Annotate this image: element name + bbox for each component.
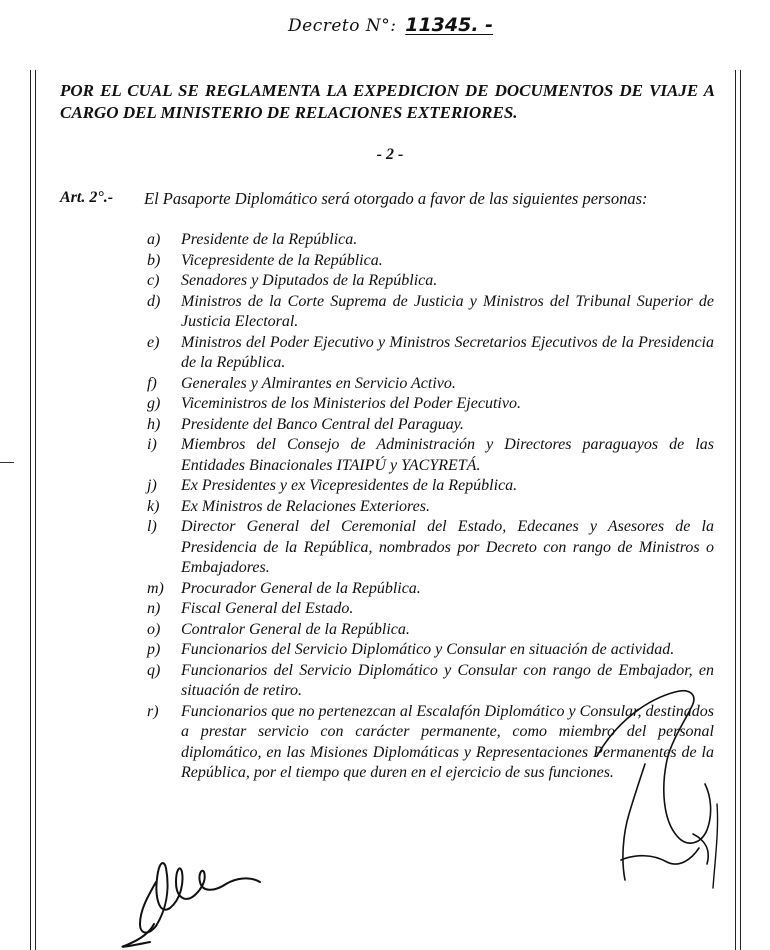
item-text: Contralor General de la República. <box>181 620 410 638</box>
item-text: Viceministros de los Ministerios del Poder Ejecutivo. <box>181 395 521 412</box>
list-item <box>147 292 714 333</box>
item-letter: b) <box>147 251 161 269</box>
decree-header <box>288 14 493 37</box>
item-letter: m) <box>147 579 164 597</box>
signature-right <box>575 684 735 889</box>
item-letter: f) <box>147 374 157 392</box>
list-item <box>147 271 714 292</box>
item-letter: n) <box>147 600 161 617</box>
decree-number: 11345. - <box>405 14 494 36</box>
list-item <box>147 517 714 579</box>
list-item <box>147 251 714 272</box>
item-text: Director General del Ceremonial del Estado, Edecanes y Asesores de la Presidencia de la República, nombrados por Decreto con rango de Ministros o Embajadores. <box>181 518 714 576</box>
item-text: Vicepresidente de la República. <box>181 251 383 269</box>
item-text: Ministros de la Corte Suprema de Justicia y Ministros del Tribunal Superior de Justicia Electoral. <box>181 292 714 330</box>
left-margin-line <box>30 70 31 950</box>
signature-left <box>110 838 290 950</box>
article-intro: El Pasaporte Diplomático será otorgado a favor de las siguientes personas: <box>144 189 648 208</box>
list-item <box>147 230 714 251</box>
list-item <box>147 394 714 415</box>
item-text: Senadores y Diputados de la República. <box>181 272 438 289</box>
decree-label: Decreto N°: <box>288 16 397 36</box>
item-letter: q) <box>147 661 161 679</box>
list-item <box>147 640 714 661</box>
article-label: Art. 2°.- <box>60 189 114 206</box>
item-text: Presidente de la República. <box>181 231 358 248</box>
item-letter: h) <box>147 415 161 433</box>
item-text: Funcionarios del Servicio Diplomático y Consular con rango de Embajador, en situación de retiro. <box>181 661 714 699</box>
item-text: Ministros del Poder Ejecutivo y Ministros Secretarios Ejecutivos de la Presidencia de la República. <box>181 333 714 371</box>
item-letter: j) <box>147 477 157 494</box>
item-letter: e) <box>147 333 160 351</box>
item-letter: o) <box>147 620 161 638</box>
item-text: Funcionarios que no pertenezcan al Escalafón Diplomático y Consular, destinados a prestar servicio con carácter permanente, como miembro del personal diplomático, en las Misiones Diplomáticas y Representaciones Permanentes de la República, por el tiempo que duren en el ejercicio de sus funciones. <box>181 702 714 781</box>
item-letter: i) <box>147 436 157 453</box>
item-text: Procurador General de la República. <box>181 579 421 597</box>
list-item <box>147 415 714 436</box>
fold-mark <box>0 462 14 463</box>
item-text: Funcionarios del Servicio Diplomático y Consular en situación de actividad. <box>181 641 675 658</box>
item-letter: c) <box>147 272 160 289</box>
list-item <box>147 374 714 395</box>
item-text: Presidente del Banco Central del Paraguay. <box>181 415 464 433</box>
page-number: - 2 - <box>376 146 404 163</box>
item-text: Ex Ministros de Relaciones Exteriores. <box>181 497 430 515</box>
list-item <box>147 333 714 374</box>
item-letter: d) <box>147 292 161 310</box>
list-item <box>147 497 714 518</box>
right-margin-line <box>735 70 736 950</box>
list-item <box>147 579 714 600</box>
right-margin-line <box>740 70 741 950</box>
item-letter: l) <box>147 518 157 535</box>
item-letter: k) <box>147 497 160 515</box>
document-title: POR EL CUAL SE REGLAMENTA LA EXPEDICION DE DOCUMENTOS DE VIAJE A CARGO DEL MINISTERIO DE RELACIONES EXTERIORES. <box>60 81 715 122</box>
list-item <box>147 620 714 641</box>
item-text: Fiscal General del Estado. <box>181 600 354 617</box>
item-text: Generales y Almirantes en Servicio Activo. <box>181 374 456 392</box>
item-text: Miembros del Consejo de Administración y Directores paraguayos de las Entidades Binacionales ITAIPÚ y YACYRETÁ. <box>181 436 714 474</box>
list-item <box>147 599 714 620</box>
item-text: Ex Presidentes y ex Vicepresidentes de la República. <box>181 477 518 494</box>
list-item <box>147 476 714 497</box>
item-letter: a) <box>147 231 161 248</box>
item-letter: g) <box>147 395 161 412</box>
item-letter: p) <box>147 641 161 658</box>
left-margin-line <box>35 70 36 950</box>
list-item <box>147 435 714 476</box>
item-letter: r) <box>147 702 159 720</box>
